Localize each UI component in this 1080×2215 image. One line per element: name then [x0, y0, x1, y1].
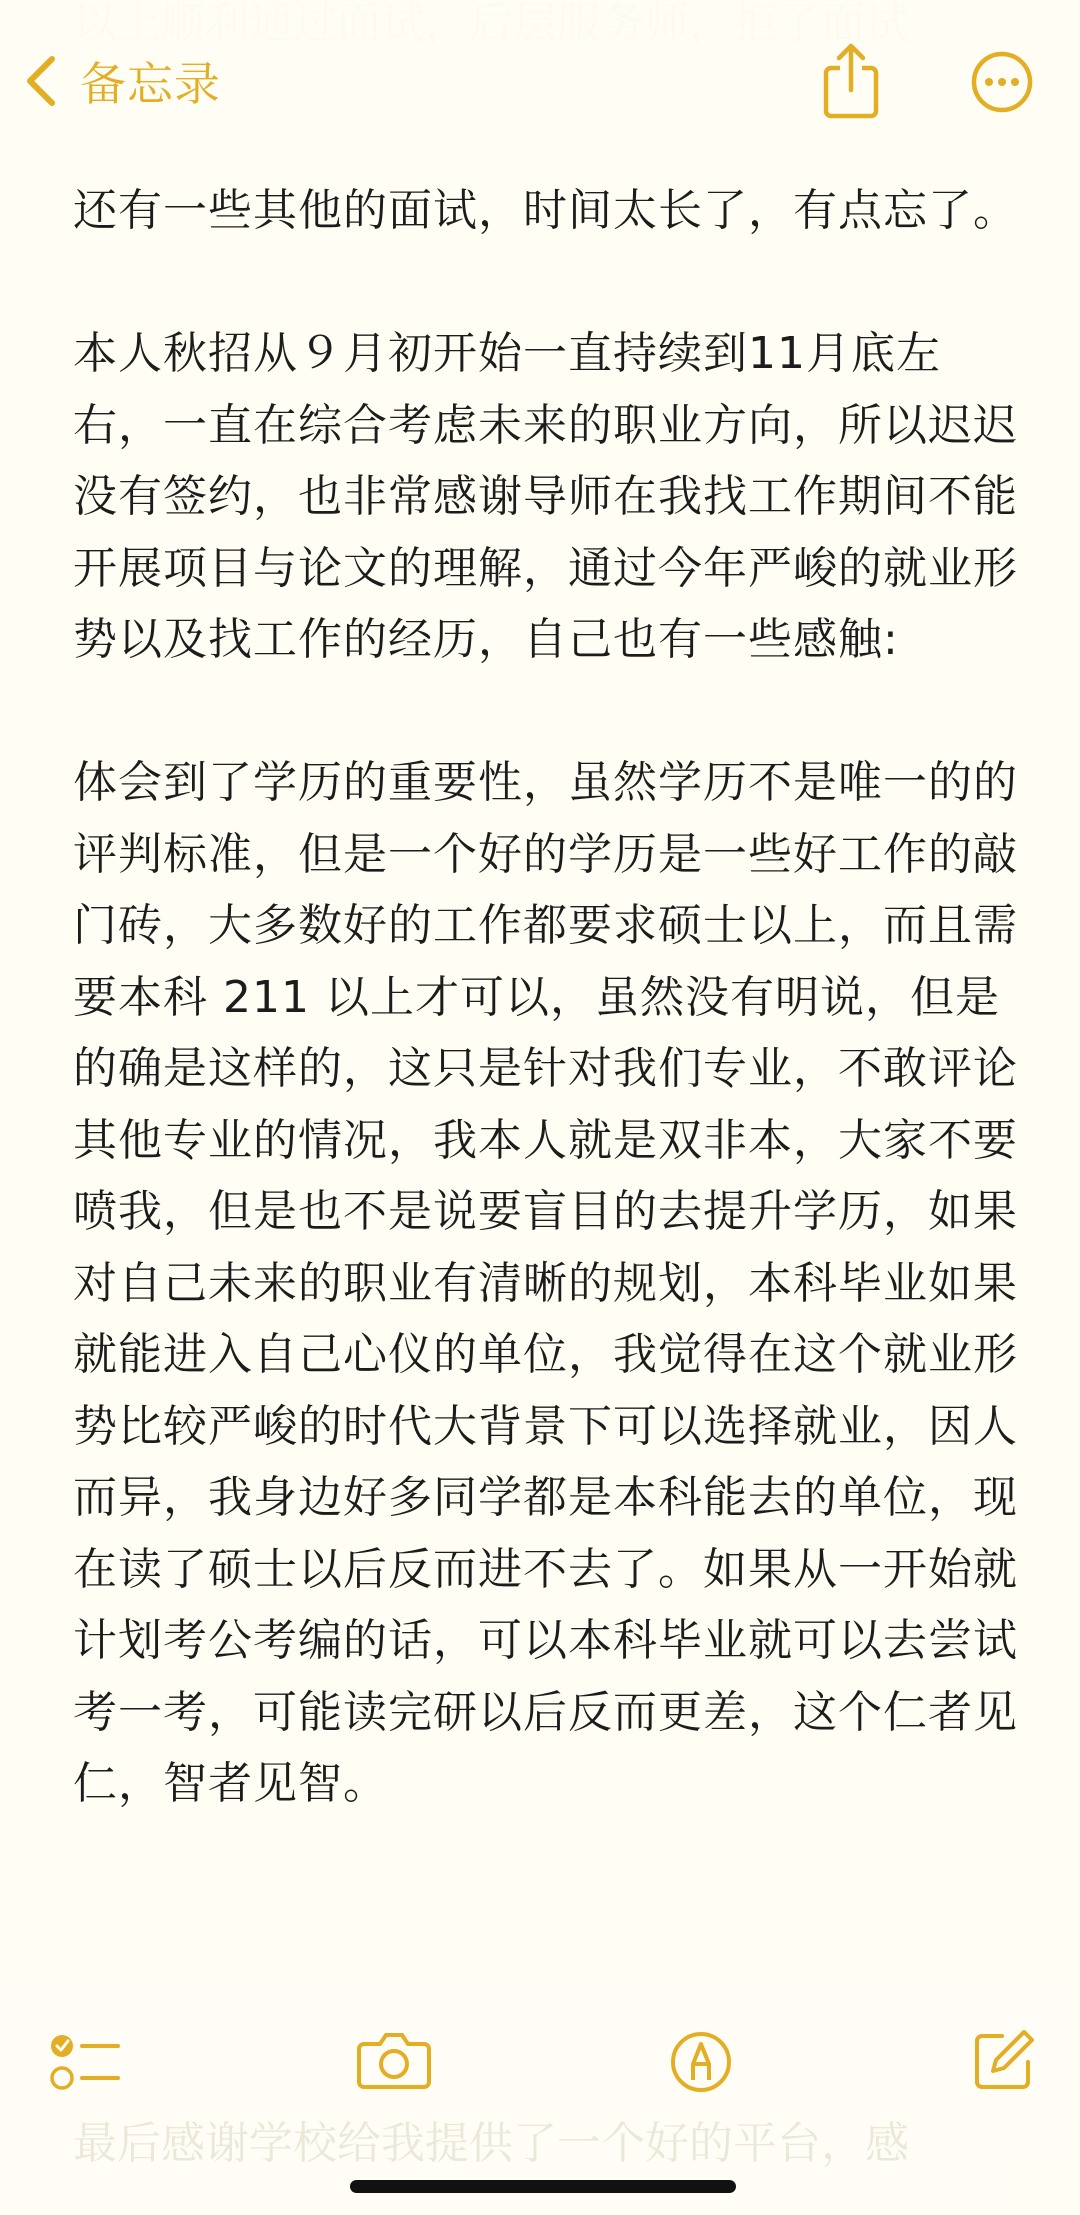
more-icon[interactable] — [970, 50, 1034, 114]
share-icon[interactable] — [822, 40, 880, 120]
compose-icon[interactable] — [972, 2026, 1038, 2092]
home-indicator[interactable] — [350, 2180, 736, 2193]
note-paragraph: 体会到了学历的重要性，虽然学历不是唯一的的评判标准，但是一个好的学历是一些好工作的敲门砖，大多数好的工作都要求硕士以上，而且需要本科 211 以上才可以，虽然没有明说，但是的确是这样的，这只是针对我们专业，不敢评论其他专业的情况，我本人就是双非本，大家不要喷我，但是也不是说要盲目的去提升学历，如果对自己未来的职业有清晰的规划，本科毕业如果就能进入自己心仪的单位，我觉得在这个就业形势比较严峻的时代大背景下可以选择就业，因人而异，我身边好多同学都是本科能去的单位，现在读了硕士以后反而进不去了。如果从一开始就计划考公考编的话，可以本科毕业就可以去尝试考一考，可能读完研以后反而更差，这个仁者见仁，智者见智。 — [73, 757, 1018, 1809]
back-button-label: 备忘录 — [80, 57, 221, 111]
note-body[interactable] — [73, 175, 1023, 1891]
chevron-left-icon — [22, 51, 62, 111]
markup-pen-icon[interactable] — [669, 2030, 733, 2094]
faded-next-paragraph: 最后感谢学校给我提供了一个好的平台，感 — [73, 2118, 909, 2169]
note-paragraph: 本人秋招从９月初开始一直持续到11月底左右，一直在综合考虑未来的职业方向，所以迟迟没有签约，也非常感谢导师在我找工作期间不能开展项目与论文的理解，通过今年严峻的就业形势以及找工作的经历，自己也有一些感触: — [73, 328, 1018, 665]
checklist-icon[interactable] — [48, 2030, 122, 2094]
note-paragraph: 还有一些其他的面试，时间太长了，有点忘了。 — [73, 185, 1018, 236]
back-button[interactable] — [22, 48, 221, 114]
camera-icon[interactable] — [356, 2030, 432, 2090]
